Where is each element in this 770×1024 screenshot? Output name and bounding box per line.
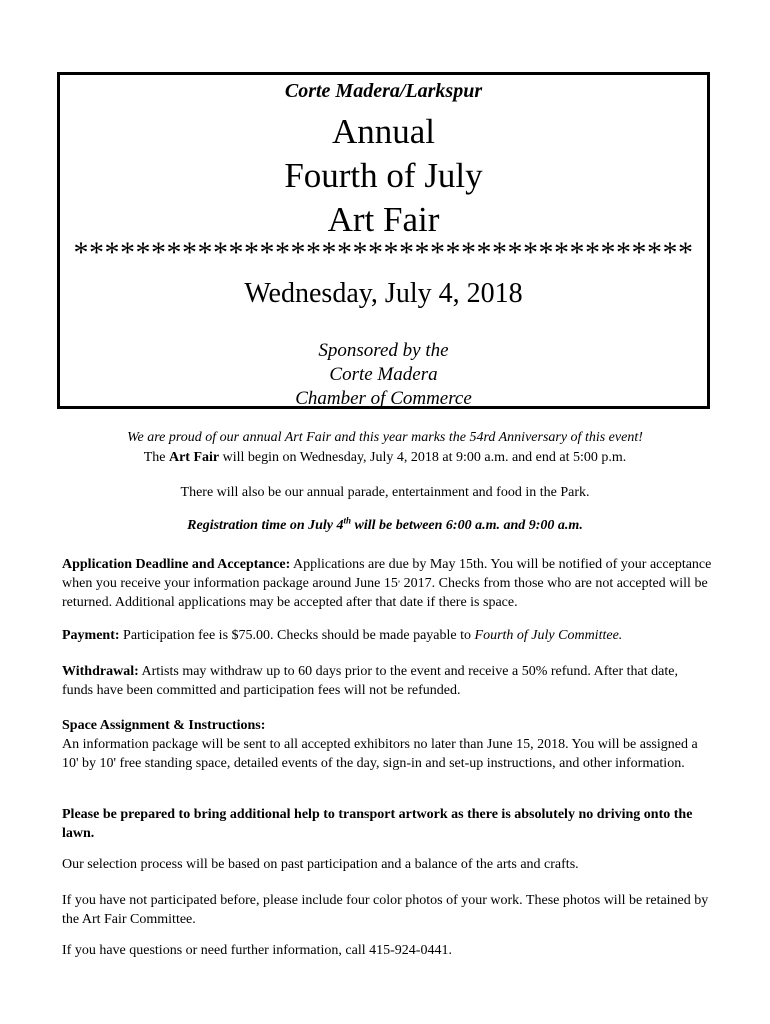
application-heading: Application Deadline and Acceptance: [62, 557, 291, 572]
contact-info: If you have questions or need further information, call 415-924-0441. [62, 943, 452, 958]
title-annual: Annual [331, 112, 436, 151]
withdrawal-text: Artists may withdraw up to 60 days prior to the event and receive a 50% refund. After that date, funds have been committed and participation fees will not be refunded. [62, 664, 678, 698]
intro-begin-bold: Art Fair [168, 450, 220, 465]
application-text-1: Applications are due by May 15th. You will be notified of your acceptance when you receive your information package around June 15 [62, 557, 712, 591]
sponsor-line-1: Sponsored by the [318, 340, 449, 361]
application-text-2: 2017. Checks from those who are not accepted will be returned. Additional applications may be accepted after that date if there is space. [62, 576, 708, 610]
registration-post: will be between 6:00 a.m. and 9:00 a.m. [351, 518, 583, 533]
payment-payee: Fourth of July Committee. [474, 628, 623, 643]
payment-section [62, 626, 712, 645]
title-fourth-of-july: Fourth of July [284, 156, 483, 195]
photos-note: If you have not participated before, please include four color photos of your work. These photos will be retained by the Art Fair Committee. [62, 893, 709, 927]
space-section [62, 716, 712, 773]
application-sup: , [397, 573, 401, 584]
sponsor-line-3: Chamber of Commerce [295, 388, 472, 409]
payment-text: Participation fee is $75.00. Checks should be made payable to [119, 628, 475, 643]
header-box [57, 72, 710, 409]
registration-sup: th [343, 515, 352, 526]
registration-time [57, 515, 713, 534]
transport-note: Please be prepared to bring additional help to transport artwork as there is absolutely no driving onto the lawn. [62, 807, 693, 841]
registration-pre: Registration time on July 4 [187, 518, 344, 533]
event-date: Wednesday, July 4, 2018 [244, 278, 523, 309]
payment-heading: Payment: [62, 628, 120, 643]
intro-begin-pre: The [143, 450, 169, 465]
header-subtitle: Corte Madera/Larkspur [284, 80, 483, 102]
intro-proud: We are proud of our annual Art Fair and this year marks the 54rd Anniversary of this event! [127, 430, 643, 445]
application-section [62, 555, 712, 612]
intro-begin [57, 450, 713, 466]
stars-divider: **************************************** [73, 236, 694, 269]
intro-parade: There will also be our annual parade, entertainment and food in the Park. [180, 485, 590, 500]
withdrawal-section [62, 662, 712, 700]
intro-begin-post: will begin on Wednesday, July 4, 2018 at 9:00 a.m. and end at 5:00 p.m. [219, 450, 627, 465]
withdrawal-heading: Withdrawal: [62, 664, 139, 679]
title-art-fair: Art Fair [327, 200, 440, 239]
sponsor-line-2: Corte Madera [329, 364, 438, 385]
space-text: An information package will be sent to all accepted exhibitors no later than June 15, 2018. You will be assigned a 10' by 10' free standing space, detailed events of the day, sign-in and set-up instructions, and other information. [62, 737, 698, 771]
space-heading: Space Assignment & Instructions: [62, 718, 266, 733]
selection-process: Our selection process will be based on past participation and a balance of the arts and crafts. [62, 857, 579, 872]
